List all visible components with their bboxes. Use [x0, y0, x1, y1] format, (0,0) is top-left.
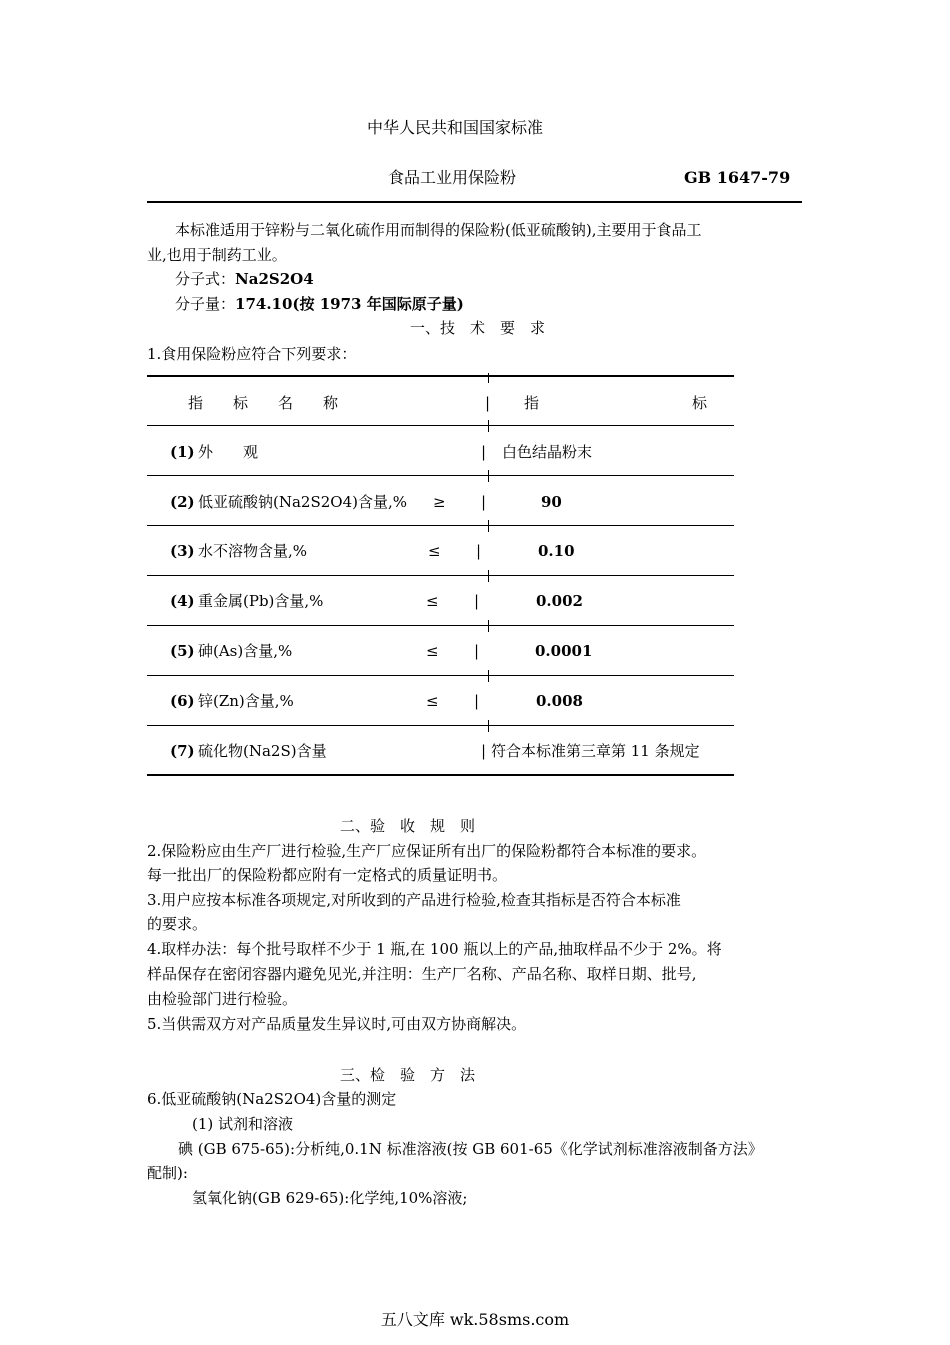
table-top-rule — [147, 375, 734, 377]
clause-3-line-1: 3.用户应按本标准各项规定,对所收到的产品进行检验,检查其指标是否符合本标准 — [147, 891, 681, 909]
clause-2-line-2: 每一批出厂的保险粉都应附有一定格式的质量证明书。 — [147, 866, 508, 884]
row-name: 硫化物(Na2S)含量 — [198, 742, 327, 760]
row-number: (2) — [170, 493, 195, 511]
row-name: 锌(Zn)含量,% — [198, 692, 294, 710]
row-number: (3) — [170, 542, 195, 560]
clause-4-line-3: 由检验部门进行检验。 — [147, 990, 298, 1008]
column-tick — [488, 373, 489, 383]
subsection-reagents: (1) 试剂和溶液 — [192, 1115, 294, 1133]
column-tick — [488, 620, 489, 632]
row-number: (5) — [170, 642, 195, 660]
row-operator: ≤ — [428, 542, 441, 560]
formula-value: Na2S2O4 — [235, 270, 314, 288]
row-number: (7) — [170, 742, 195, 760]
table-header-separator: | — [485, 394, 491, 412]
intro-line-2: 业,也用于制药工业。 — [147, 246, 287, 264]
row-name: 砷(As)含量,% — [198, 642, 293, 660]
row-name: 水不溶物含量,% — [198, 542, 308, 560]
formula-line — [175, 269, 314, 289]
watermark: 五八文库 wk.58sms.com — [380, 1310, 570, 1329]
row-separator: | — [474, 592, 480, 610]
row-name: 低亚硫酸钠(Na2S2O4)含量,% — [198, 493, 407, 511]
column-tick — [488, 570, 489, 582]
row-separator: | — [481, 443, 487, 461]
row-number: (4) — [170, 592, 195, 610]
section-1-heading: 一、技 术 要 求 — [410, 319, 546, 337]
document-title: 食品工业用保险粉 — [388, 168, 517, 187]
clause-6: 6.低亚硫酸钠(Na2S2O4)含量的测定 — [147, 1090, 397, 1108]
clause-5: 5.当供需双方对产品质量发生异议时,可由双方协商解决。 — [147, 1015, 527, 1033]
row-separator: | — [474, 692, 480, 710]
row-value: 0.0001 — [535, 642, 593, 660]
row-value: 0.10 — [538, 542, 575, 560]
row-operator: ≤ — [426, 642, 439, 660]
naoh-line: 氢氧化钠(GB 629-65):化学纯,10%溶液; — [192, 1189, 468, 1207]
formula-label: 分子式： — [175, 270, 236, 288]
row-separator: | — [476, 542, 482, 560]
weight-label: 分子量： — [175, 295, 236, 313]
table-rule — [147, 475, 734, 476]
row-value: 90 — [541, 493, 562, 511]
table-header-value-b: 标 — [692, 394, 708, 412]
section-2-heading: 二、验 收 规 则 — [340, 817, 476, 835]
row-name: 重金属(Pb)含量,% — [198, 592, 324, 610]
column-tick — [488, 720, 489, 732]
table-rule — [147, 675, 734, 676]
row-number: (6) — [170, 692, 195, 710]
table-header-rule — [147, 425, 734, 426]
row-value: 白色结晶粉末 — [502, 443, 593, 461]
row-separator: | — [481, 742, 487, 760]
row-number: (1) — [170, 443, 195, 461]
clause-4-line-2: 样品保存在密闭容器内避免见光,并注明：生产厂名称、产品名称、取样日期、批号, — [147, 965, 697, 983]
clause-3-line-2: 的要求。 — [147, 915, 208, 933]
header-rule — [147, 201, 802, 203]
column-tick — [488, 520, 489, 532]
table-header-name: 指 标 名 称 — [188, 394, 339, 412]
weight-line — [175, 294, 464, 314]
row-operator: ≥ — [433, 493, 446, 511]
iodine-line-2: 配制): — [147, 1164, 188, 1182]
table-header-value-a: 指 — [524, 394, 540, 412]
row-name: 外 观 — [198, 443, 259, 461]
row-separator: | — [474, 642, 480, 660]
section-3-heading: 三、检 验 方 法 — [340, 1066, 476, 1084]
row-separator: | — [481, 493, 487, 511]
table-bottom-rule — [147, 774, 734, 776]
standard-code: GB 1647-79 — [684, 168, 791, 187]
row-value: 符合本标准第三章第 11 条规定 — [491, 742, 700, 760]
item-1: 1.食用保险粉应符合下列要求： — [147, 345, 357, 363]
clause-4-line-1: 4.取样办法：每个批号取样不少于 1 瓶,在 100 瓶以上的产品,抽取样品不少于 2%。将 — [147, 940, 722, 958]
row-operator: ≤ — [426, 692, 439, 710]
column-tick — [488, 470, 489, 482]
row-operator: ≤ — [426, 592, 439, 610]
table-rule — [147, 575, 734, 576]
table-rule — [147, 725, 734, 726]
iodine-line-1: 碘 (GB 675-65):分析纯,0.1N 标准溶液(按 GB 601-65《化学试剂标准溶液制备方法》 — [178, 1140, 763, 1158]
national-standard-title: 中华人民共和国国家标准 — [366, 118, 543, 137]
table-rule — [147, 625, 734, 626]
column-tick — [488, 420, 489, 432]
intro-line-1: 本标准适用于锌粉与二氧化硫作用而制得的保险粉(低亚硫酸钠),主要用于食品工 — [175, 221, 702, 239]
table-rule — [147, 525, 734, 526]
weight-value: 174.10(按 1973 年国际原子量) — [235, 295, 464, 313]
row-value: 0.002 — [536, 592, 583, 610]
row-value: 0.008 — [536, 692, 583, 710]
column-tick — [488, 670, 489, 682]
clause-2-line-1: 2.保险粉应由生产厂进行检验,生产厂应保证所有出厂的保险粉都符合本标准的要求。 — [147, 842, 707, 860]
